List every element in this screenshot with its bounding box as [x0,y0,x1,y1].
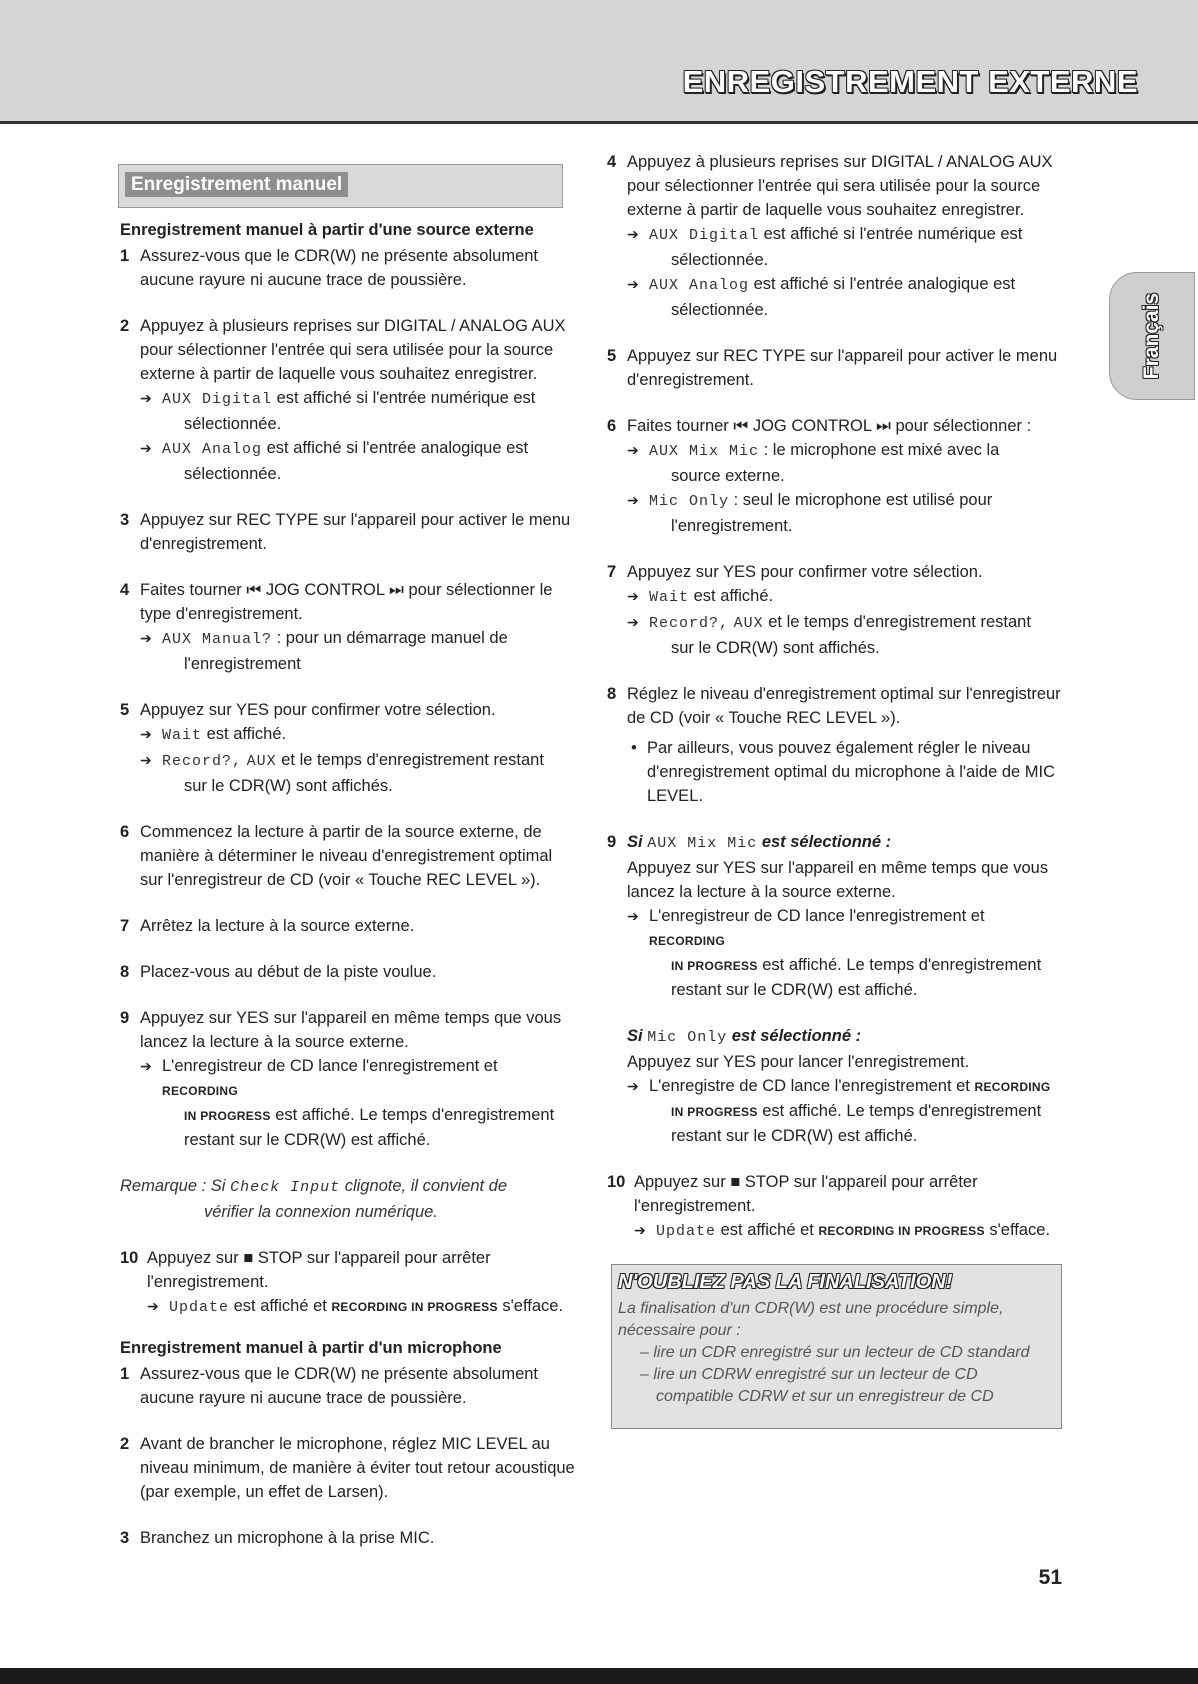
bullet-icon: • [631,739,637,757]
result-line [627,584,1062,610]
step-9 [607,830,1062,1148]
arrow-icon: ➔ [140,630,152,646]
step-text: STOP sur l'appareil pour arrêter [744,1173,978,1191]
status-text: RECORDING IN PROGRESS [818,1224,985,1238]
note-body [618,1298,1055,1408]
step-number: 7 [607,563,617,581]
step-text: Appuyez sur REC TYPE sur l'appareil pour activer le menu d'enregistrement. [140,511,571,553]
result-text: est affiché. [206,725,287,743]
step-number: 1 [120,1365,130,1383]
subheading-external: Enregistrement manuel à partir d'une source externe [120,221,534,239]
display-text: Record?, [162,753,243,770]
step-text: Arrêtez la lecture à la source externe. [140,917,415,935]
status-text: IN PROGRESS [671,1105,758,1119]
step-text-cont: l'enregistrement. [147,1273,269,1291]
step-text: Réglez le niveau d'enregistrement optimal sur l'enregistreur de CD (voir « Touche REC LEVEL »). [627,685,1061,727]
arrow-icon: ➔ [147,1298,159,1314]
display-text: AUX [733,615,764,632]
step-5 [120,698,575,798]
step-7 [607,560,1062,660]
remark-note [120,1174,575,1224]
condition-text: Si [627,1027,643,1045]
page-number: 51 [1038,1566,1062,1589]
note-list-item: – lire un CDRW enregistré sur un lecteur de CD [640,1366,978,1383]
result-text-cont: sélectionnée. [671,301,769,319]
note-list-item-cont: compatible CDRW et sur un enregistreur de CD [656,1388,994,1405]
result-text: est affiché. Le temps d'enregistrement [275,1106,555,1124]
page-title: ENREGISTREMENT EXTERNE [682,64,1138,99]
step-number: 4 [607,153,617,171]
step-text: Appuyez sur YES sur l'appareil en même temps que vous lancez la lecture à la source externe. [627,859,1049,901]
arrow-icon: ➔ [627,1078,639,1094]
step-text: Faites tourner [140,581,242,599]
status-text: IN PROGRESS [671,959,758,973]
result-text: et le temps d'enregistrement restant [768,613,1031,631]
result-line [140,1054,575,1152]
step-8 [607,682,1062,808]
result-line [627,1074,1062,1148]
previous-icon: ⏮ [733,417,749,435]
step-number: 9 [120,1009,130,1027]
result-line [140,436,575,486]
step-number: 4 [120,581,130,599]
result-text: et le temps d'enregistrement restant [281,751,544,769]
remark-text-cont: vérifier la connexion numérique. [204,1203,438,1221]
finalisation-note [611,1264,1062,1429]
footer-band [0,1668,1198,1684]
step-text: Assurez-vous que le CDR(W) ne présente absolument aucune rayure ni aucune trace de poussière. [140,1365,539,1407]
result-text: est affiché et [720,1221,814,1239]
step-number: 2 [120,1435,130,1453]
step-7 [120,914,575,938]
language-tab-label: Français [1140,292,1163,380]
result-text: s'efface. [989,1221,1051,1239]
arrow-icon: ➔ [627,908,639,924]
right-column [607,150,1062,1266]
step-number: 5 [120,701,130,719]
step-text: Appuyez à plusieurs reprises sur DIGITAL / ANALOG AUX pour sélectionner l'entrée qui sera utilisée pour la source externe à partir de laquelle vous souhaitez enregistrer. [140,317,566,383]
result-text: L'enregistre de CD lance l'enregistrement et [649,1077,970,1095]
condition-text: est sélectionné : [761,833,892,851]
result-text-cont: restant sur le CDR(W) est affiché. [671,1127,918,1145]
status-text: IN PROGRESS [184,1109,271,1123]
display-text: AUX Digital [162,391,273,408]
arrow-icon: ➔ [140,390,152,406]
step-number: 3 [120,1529,130,1547]
step-text: Appuyez sur YES pour confirmer votre sélection. [627,563,983,581]
status-text: RECORDING IN PROGRESS [331,1300,498,1314]
arrow-icon: ➔ [140,440,152,456]
result-text-cont: sélectionnée. [184,465,282,483]
display-text: Record?, [649,615,730,632]
step-text: Avant de brancher le microphone, réglez MIC LEVEL au niveau minimum, de manière à éviter tout retour acoustique (par exemple, un effet de Larsen). [140,1435,575,1501]
result-text-cont: sur le CDR(W) sont affichés. [671,639,880,657]
step-3 [120,508,575,556]
section-header [118,164,563,208]
mic-step-2 [120,1432,575,1504]
note-line: nécessaire pour : [618,1322,741,1339]
display-text: AUX Mix Mic [649,443,760,460]
stop-icon: ■ [243,1249,254,1267]
result-text: est affiché. Le temps d'enregistrement [762,1102,1042,1120]
header-band [0,0,1198,124]
step-text: Appuyez sur [634,1173,726,1191]
arrow-icon: ➔ [140,1058,152,1074]
subheading-microphone: Enregistrement manuel à partir d'un microphone [120,1339,502,1357]
result-text: est affiché et [233,1297,327,1315]
step-text: JOG CONTROL [752,417,872,435]
result-line [140,748,575,798]
display-text: Wait [162,727,203,744]
bullet-item [627,736,1062,808]
remark-text: clignote, il convient de [344,1177,508,1195]
result-line [147,1294,575,1320]
step-6 [607,414,1062,538]
result-text: est affiché si l'entrée analogique est [266,439,529,457]
result-text: L'enregistreur de CD lance l'enregistrement et [162,1057,498,1075]
step-number: 8 [120,963,130,981]
display-text: Update [169,1299,230,1316]
result-text: : pour un démarrage manuel de [276,629,508,647]
step-4 [120,578,575,676]
step-text-cont: l'enregistrement. [634,1197,756,1215]
result-line [140,722,575,748]
step-8 [120,960,575,984]
step-text: Appuyez sur YES sur l'appareil en même temps que vous lancez la lecture à la source externe. [140,1009,562,1051]
step-number: 10 [120,1249,139,1267]
status-text: RECORDING [649,934,726,948]
step-text: pour sélectionner le type d'enregistrement. [140,581,553,623]
result-text-cont [649,953,1062,978]
step-text: Appuyez à plusieurs reprises sur DIGITAL / ANALOG AUX pour sélectionner l'entrée qui sera utilisée pour la source externe à partir de laquelle vous souhaitez enregistrer. [627,153,1053,219]
display-text: AUX Digital [649,227,760,244]
stop-icon: ■ [730,1173,741,1191]
language-tab [1109,272,1195,400]
result-line [627,222,1062,272]
step-text: Branchez un microphone à la prise MIC. [140,1529,435,1547]
result-text: est affiché. Le temps d'enregistrement [762,956,1042,974]
step-text: Appuyez sur YES pour confirmer votre sélection. [140,701,496,719]
result-text-cont: restant sur le CDR(W) est affiché. [671,981,918,999]
step-number: 6 [120,823,130,841]
display-text: Mic Only [649,493,730,510]
result-line [140,386,575,436]
display-text: AUX Mix Mic [647,835,758,852]
result-line [634,1218,1062,1244]
result-line [627,272,1062,322]
step-2 [120,314,575,486]
result-line [627,610,1062,660]
condition-block [627,1024,1062,1050]
step-text: Placez-vous au début de la piste voulue. [140,963,437,981]
status-text: RECORDING [974,1080,1051,1094]
step-number: 2 [120,317,130,335]
remark-prefix: Remarque : Si [120,1177,226,1195]
result-text: est affiché si l'entrée analogique est [753,275,1016,293]
bullet-text: Par ailleurs, vous pouvez également régler le niveau d'enregistrement optimal du microphone à l'aide de MIC LEVEL. [647,739,1056,805]
next-icon: ⏭ [876,417,891,435]
result-line [627,438,1062,488]
display-text: Wait [649,589,690,606]
result-text-cont: l'enregistrement. [671,517,793,535]
display-text: AUX Manual? [162,631,273,648]
step-text: Faites tourner [627,417,729,435]
note-line: La finalisation d'un CDR(W) est une procédure simple, [618,1300,1004,1317]
result-text-cont [162,1103,575,1128]
arrow-icon: ➔ [627,442,639,458]
step-text: STOP sur l'appareil pour arrêter [257,1249,491,1267]
step-number: 7 [120,917,130,935]
step-text: Commencez la lecture à partir de la source externe, de manière à déterminer le niveau d'enregistrement optimal sur l'enregistreur de CD (voir « Touche REC LEVEL »). [140,823,553,889]
arrow-icon: ➔ [627,614,639,630]
step-4 [607,150,1062,322]
step-5 [607,344,1062,392]
step-6 [120,820,575,892]
result-text: est affiché si l'entrée numérique est [276,389,536,407]
step-9 [120,1006,575,1152]
step-number: 1 [120,247,130,265]
mic-step-3 [120,1526,575,1550]
arrow-icon: ➔ [627,492,639,508]
result-text-cont: sur le CDR(W) sont affichés. [184,777,393,795]
step-text: Appuyez sur YES pour lancer l'enregistrement. [627,1053,970,1071]
previous-icon: ⏮ [246,581,262,599]
result-line [627,488,1062,538]
step-number: 6 [607,417,617,435]
result-text-cont: l'enregistrement [184,655,301,673]
step-10 [120,1246,575,1320]
result-text-cont: sélectionnée. [184,415,282,433]
result-text: est affiché. [693,587,774,605]
display-text: Update [656,1223,717,1240]
display-text: Mic Only [647,1029,728,1046]
step-10 [607,1170,1062,1244]
arrow-icon: ➔ [627,588,639,604]
step-number: 10 [607,1173,626,1191]
condition-text: Si [627,833,643,851]
result-text: L'enregistreur de CD lance l'enregistrement et [649,907,985,925]
step-number: 8 [607,685,617,703]
arrow-icon: ➔ [140,752,152,768]
result-text: : le microphone est mixé avec la [763,441,1000,459]
step-number: 9 [607,833,617,851]
result-text: est affiché si l'entrée numérique est [763,225,1023,243]
next-icon: ⏭ [389,581,404,599]
condition-text: est sélectionné : [731,1027,862,1045]
result-text: : seul le microphone est utilisé pour [733,491,993,509]
left-column [120,150,575,1572]
mic-step-1 [120,1362,575,1410]
step-text: JOG CONTROL [265,581,385,599]
result-text-cont: source externe. [671,467,785,485]
status-text: RECORDING [162,1084,239,1098]
step-1 [120,244,575,292]
arrow-icon: ➔ [627,276,639,292]
step-text: Appuyez sur [147,1249,239,1267]
section-title: Enregistrement manuel [125,172,348,197]
step-number: 3 [120,511,130,529]
step-text: Appuyez sur REC TYPE sur l'appareil pour activer le menu d'enregistrement. [627,347,1058,389]
step-text: Assurez-vous que le CDR(W) ne présente absolument aucune rayure ni aucune trace de poussière. [140,247,539,289]
result-text-cont: sélectionnée. [671,251,769,269]
result-text: s'efface. [502,1297,564,1315]
step-text: pour sélectionner : [895,417,1032,435]
display-text: Check Input [230,1179,341,1196]
arrow-icon: ➔ [634,1222,646,1238]
arrow-icon: ➔ [627,226,639,242]
result-line [627,904,1062,1002]
note-list-item: – lire un CDR enregistré sur un lecteur de CD standard [640,1344,1030,1361]
note-title: N'OUBLIEZ PAS LA FINALISATION! [618,1271,953,1293]
display-text: AUX Analog [162,441,263,458]
display-text: AUX [246,753,277,770]
result-text-cont [649,1099,1062,1124]
step-number: 5 [607,347,617,365]
result-text-cont: restant sur le CDR(W) est affiché. [184,1131,431,1149]
arrow-icon: ➔ [140,726,152,742]
display-text: AUX Analog [649,277,750,294]
result-line [140,626,575,676]
